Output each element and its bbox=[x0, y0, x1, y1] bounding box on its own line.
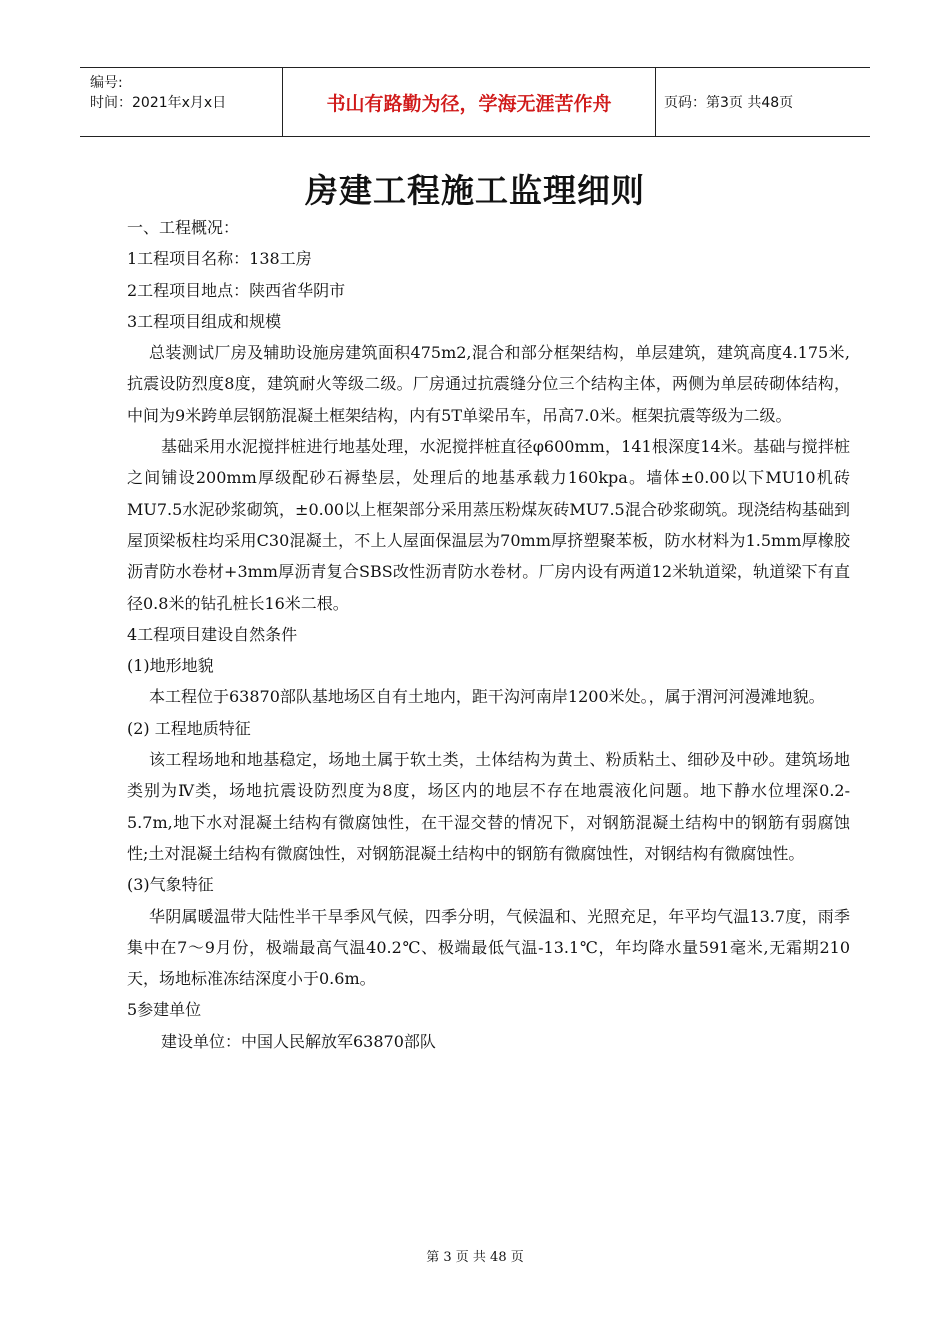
page-footer: 第 3 页 共 48 页 bbox=[426, 1250, 524, 1265]
section-heading: 一、工程概况： bbox=[127, 218, 240, 237]
paragraph-terrain: 本工程位于63870部队基地场区自有土地内，距干沟河南岸1200米处。，属于渭河河漫滩地貌。 bbox=[149, 687, 825, 707]
header-meta bbox=[80, 68, 282, 136]
header-motto: 书山有路勤为径，学海无涯苦作舟 bbox=[282, 68, 656, 136]
paragraph-foundation: 基础采用水泥搅拌桩进行地基处理，水泥搅拌桩直径φ600mm，141根深度14米。基础与搅拌桩之间铺设200mm厚级配砂石褥垫层，处理后的地基承载力160kpa。墙体±0.00以下MU10机砖MU7.5水泥砂浆砌筑，±0.00以上框架部分采用蒸压粉煤灰砖MU7.5混合砂浆砌筑。现浇结构基础到屋顶梁板柱均采用C30混凝土，不上人屋面保温层为70mm厚挤塑聚苯板，防水材料为1.5mm厚橡胶沥青防水卷材+3mm厚沥青复合SBS改性沥青防水卷材。厂房内设有两道12米轨道梁，轨道梁下有直径0.8米的钻孔桩长16米二根。 bbox=[127, 437, 850, 613]
subsection-heading: 3工程项目组成和规模 bbox=[127, 311, 282, 331]
document-code-label: 编号: bbox=[90, 75, 123, 91]
subsection-heading: 5参建单位 bbox=[127, 1000, 202, 1020]
paragraph-geology: 该工程场地和地基稳定，场地土属于软土类，土体结构为黄土、粉质粘土、细砂及中砂。建筑场地类别为Ⅳ类，场地抗震设防烈度为8度，场区内的地层不存在地震液化问题。地下静水位埋深0.2-5.7m,地下水对混凝土结构有微腐蚀性，在干湿交替的情况下，对钢筋混凝土结构中的钢筋有弱腐蚀性;土对混凝土结构有微腐蚀性，对钢筋混凝土结构中的钢筋有微腐蚀性，对钢结构有微腐蚀性。 bbox=[127, 750, 850, 863]
item-heading: (2) 工程地质特征 bbox=[127, 718, 251, 738]
paragraph-climate: 华阴属暖温带大陆性半干旱季风气候，四季分明，气候温和、光照充足，年平均气温13.7度，雨季集中在7～9月份，极端最高气温40.2℃、极端最低气温-13.1℃，年均降水量591毫米,无霜期210天，场地标准冻结深度小于0.6m。 bbox=[127, 906, 850, 989]
item-heading: (3)气象特征 bbox=[127, 875, 214, 895]
page-header bbox=[80, 67, 870, 137]
project-name: 1工程项目名称：138工房 bbox=[127, 249, 312, 269]
document-date: 时间：2021年x月x日 bbox=[90, 95, 227, 111]
document-title: 房建工程施工监理细则 bbox=[305, 171, 645, 210]
project-location: 2工程项目地点：陕西省华阴市 bbox=[127, 280, 346, 300]
header-page-info: 页码：第3页 共48页 bbox=[664, 95, 794, 111]
paragraph-owner: 建设单位：中国人民解放军63870部队 bbox=[161, 1031, 436, 1051]
subsection-heading: 4工程项目建设自然条件 bbox=[127, 624, 298, 644]
paragraph-scale: 总装测试厂房及辅助设施房建筑面积475m2,混合和部分框架结构，单层建筑，建筑高度4.175米,抗震设防烈度8度，建筑耐火等级二级。厂房通过抗震缝分位三个结构主体，两侧为单层砖砌体结构，中间为9米跨单层钢筋混凝土框架结构，内有5T单梁吊车，吊高7.0米。框架抗震等级为二级。 bbox=[127, 343, 850, 425]
item-heading: (1)地形地貌 bbox=[127, 656, 214, 676]
document-body bbox=[127, 212, 850, 1057]
